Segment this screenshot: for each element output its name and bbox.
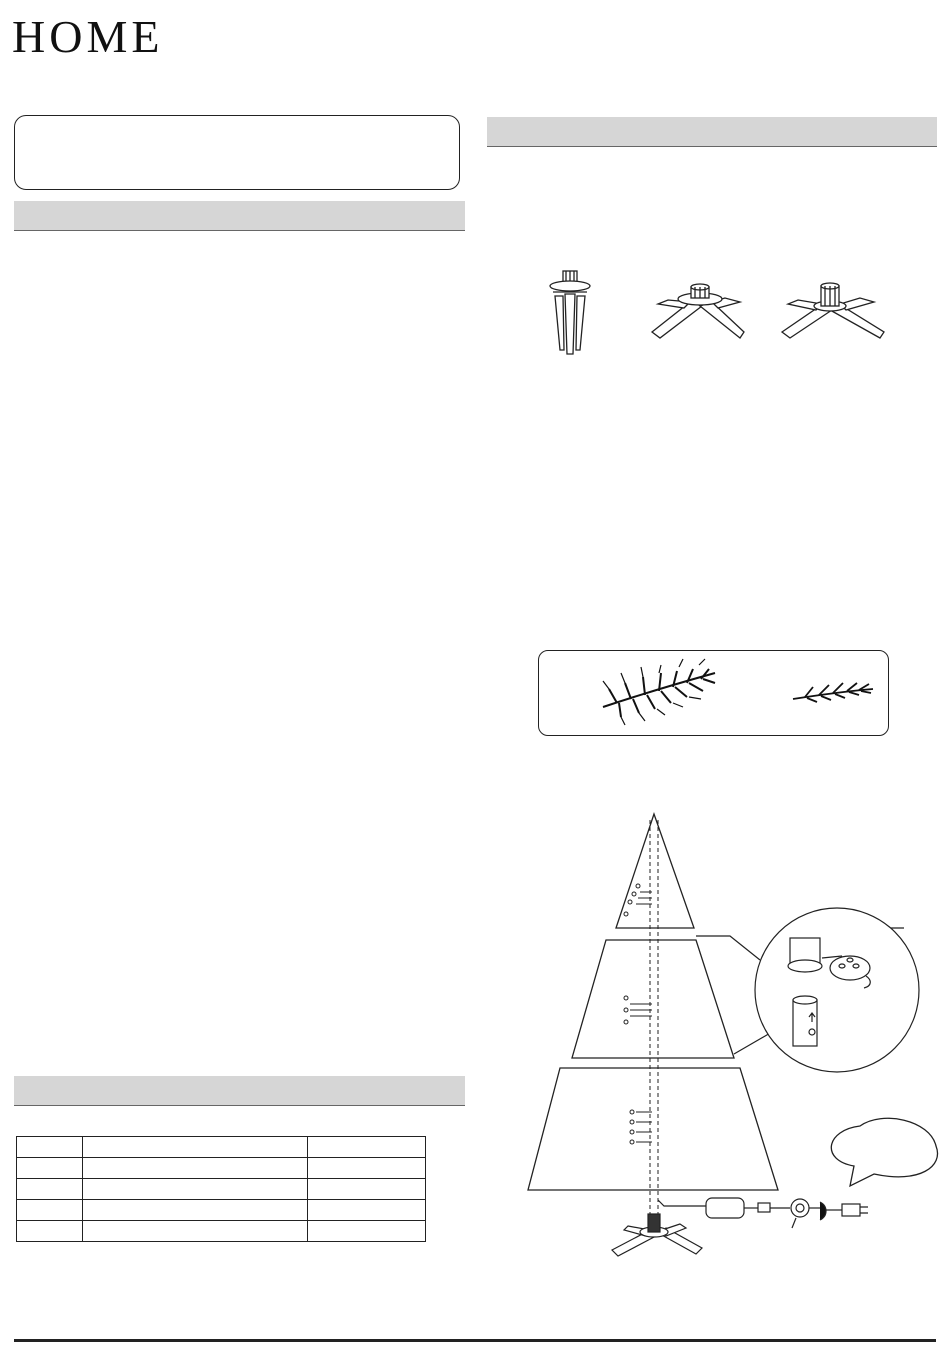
- tree-bottom-section: [528, 1068, 778, 1190]
- large-x-stand-icon: [782, 283, 884, 338]
- table-cell: [17, 1179, 83, 1200]
- speech-bubble: [831, 1118, 937, 1186]
- section-header-left-2: [14, 1076, 465, 1106]
- tree-middle-section: [572, 940, 734, 1058]
- section-header-right-1: [487, 117, 937, 147]
- table-cell: [17, 1137, 83, 1158]
- brand-logo: HOME: [12, 11, 164, 62]
- table-cell: [17, 1200, 83, 1221]
- table-cell: [308, 1221, 426, 1242]
- table-cell: [17, 1221, 83, 1242]
- table-row: [17, 1137, 426, 1158]
- branch-fluffed-icon: [603, 659, 715, 725]
- table-row: [17, 1200, 426, 1221]
- table-row: [17, 1158, 426, 1179]
- table-cell: [308, 1200, 426, 1221]
- tree-top-section: [616, 814, 694, 928]
- base-stand: [612, 1214, 702, 1256]
- spec-table: [16, 1136, 426, 1242]
- section-header-left-1: [14, 201, 465, 231]
- branch-folded-icon: [793, 683, 873, 702]
- footer-rule: [14, 1339, 936, 1342]
- table-cell: [82, 1137, 307, 1158]
- table-row: [17, 1221, 426, 1242]
- branch-fluffing-box: [538, 650, 889, 736]
- table-cell: [17, 1158, 83, 1179]
- spike-stand-icon: [550, 271, 590, 354]
- stand-options-figure: [540, 262, 940, 362]
- power-cable: [658, 1198, 868, 1228]
- table-cell: [82, 1200, 307, 1221]
- note-box: [14, 115, 460, 190]
- small-x-stand-icon: [652, 284, 744, 338]
- table-cell: [308, 1158, 426, 1179]
- table-cell: [308, 1179, 426, 1200]
- table-cell: [82, 1158, 307, 1179]
- table-cell: [82, 1221, 307, 1242]
- table-row: [17, 1179, 426, 1200]
- table-cell: [82, 1179, 307, 1200]
- branch-figure: [539, 651, 888, 735]
- table-cell: [308, 1137, 426, 1158]
- tree-assembly-diagram: [520, 810, 940, 1270]
